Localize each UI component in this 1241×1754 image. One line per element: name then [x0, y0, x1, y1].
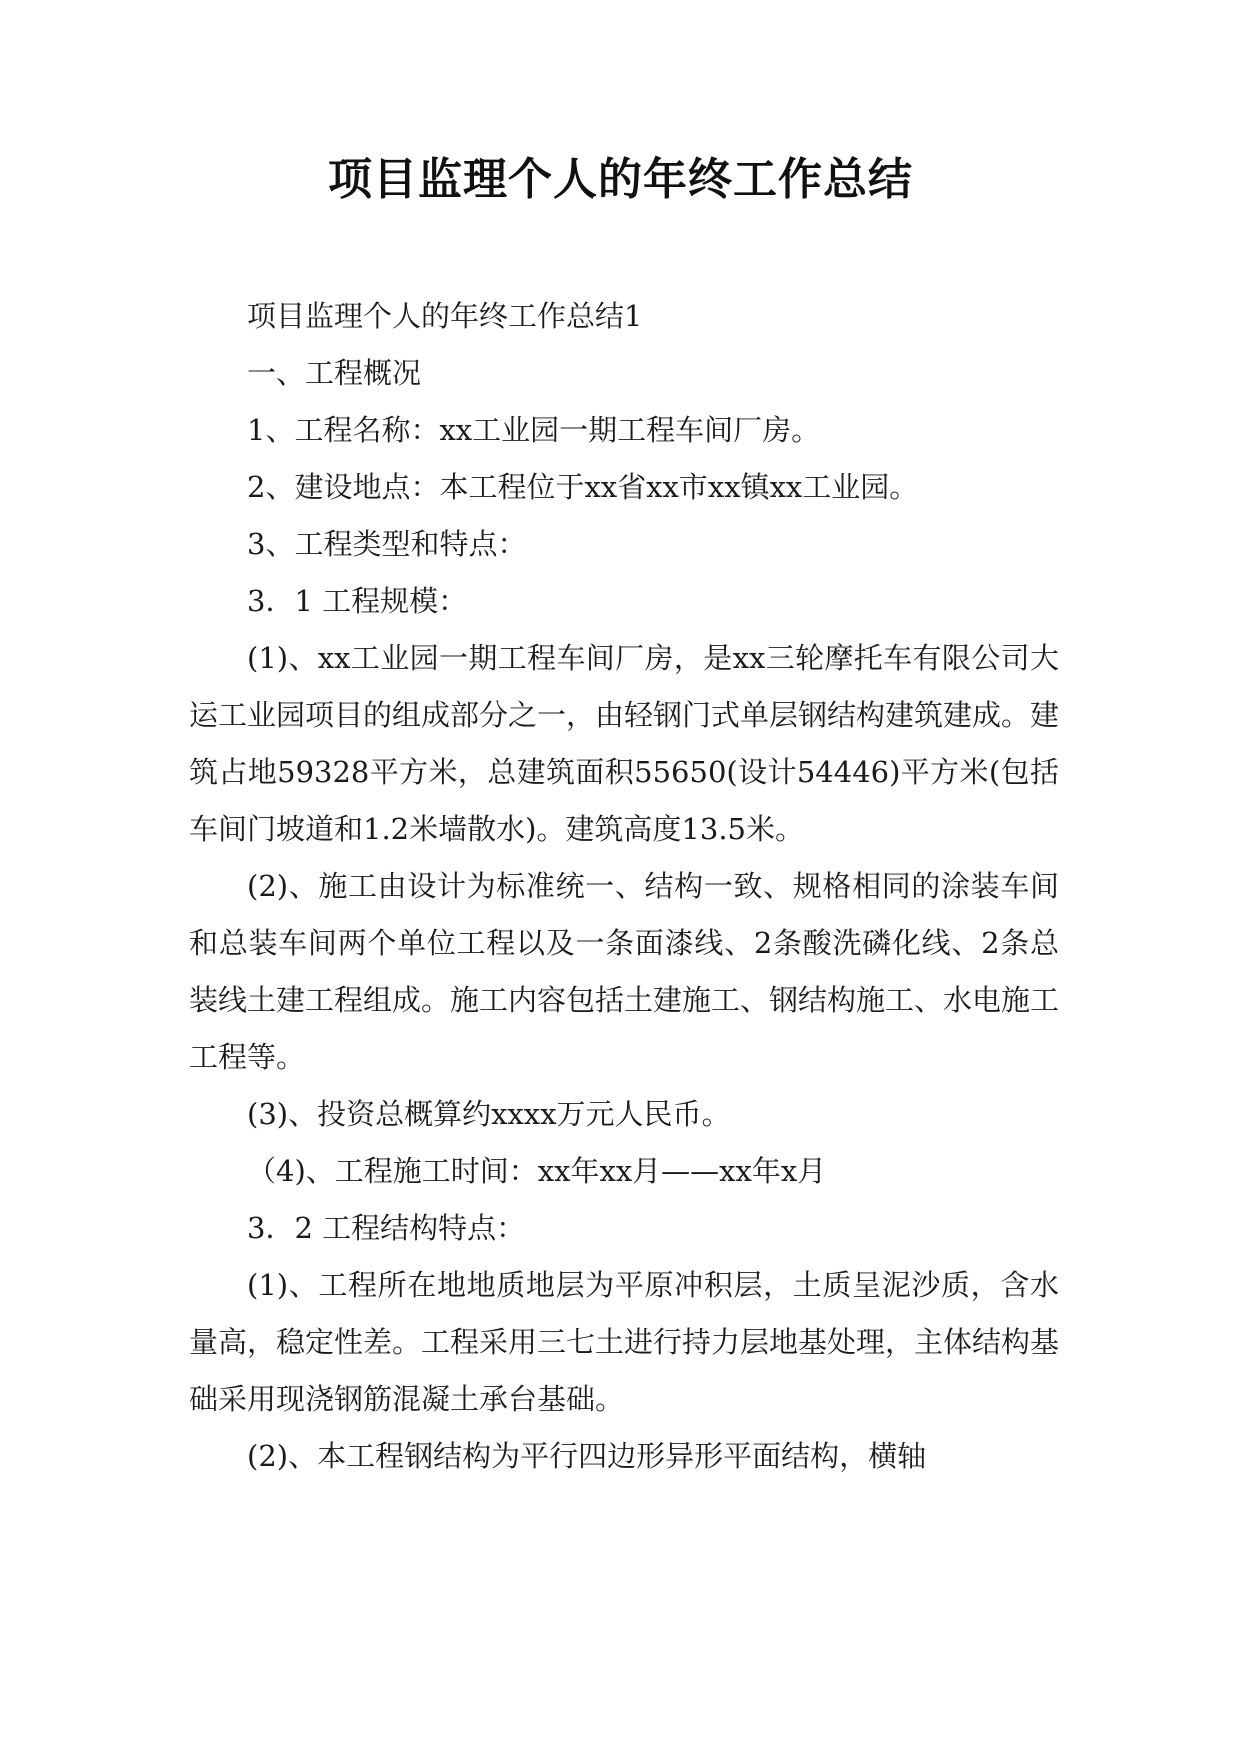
- subsection-heading: 一、工程概况: [247, 356, 422, 390]
- paragraph: (2)、施工由设计为标准统一、结构一致、规格相同的涂装车间和总装车间两个单位工程以及一条面漆线、2条酸洗磷化线、2条总装线土建工程组成。施工内容包括土建施工、钢结构施工、水电施工工程等。: [189, 869, 1060, 1074]
- paragraph: (3)、投资总概算约xxxx万元人民币。: [247, 1097, 731, 1131]
- subsection-heading: 3．1 工程规模：: [247, 584, 468, 618]
- document-body: [189, 288, 1059, 1485]
- paragraph: 1、工程名称：xx工业园一期工程车间厂房。: [247, 413, 821, 447]
- paragraph: (1)、xx工业园一期工程车间厂房，是xx三轮摩托车有限公司大运工业园项目的组成部分之一，由轻钢门式单层钢结构建筑建成。建筑占地59328平方米，总建筑面积55650(设计54446)平方米(包括车间门坡道和1.2米墙散水)。建筑高度13.5米。: [189, 641, 1060, 846]
- paragraph: 2、建设地点：本工程位于xx省xx市xx镇xx工业园。: [247, 470, 919, 504]
- paragraph: （4)、工程施工时间：xx年xx月——xx年x月: [247, 1154, 827, 1188]
- paragraph: (2)、本工程钢结构为平行四边形异形平面结构，横轴: [247, 1439, 927, 1473]
- subsection-heading: 3．2 工程结构特点：: [247, 1211, 526, 1245]
- paragraph: (1)、工程所在地地质地层为平原冲积层，土质呈泥沙质，含水量高，稳定性差。工程采用三七土进行持力层地基处理，主体结构基础采用现浇钢筋混凝土承台基础。: [189, 1268, 1060, 1416]
- section-heading: 项目监理个人的年终工作总结1: [247, 299, 643, 333]
- paragraph: 3、工程类型和特点：: [247, 527, 527, 561]
- document-title: 项目监理个人的年终工作总结: [328, 154, 913, 205]
